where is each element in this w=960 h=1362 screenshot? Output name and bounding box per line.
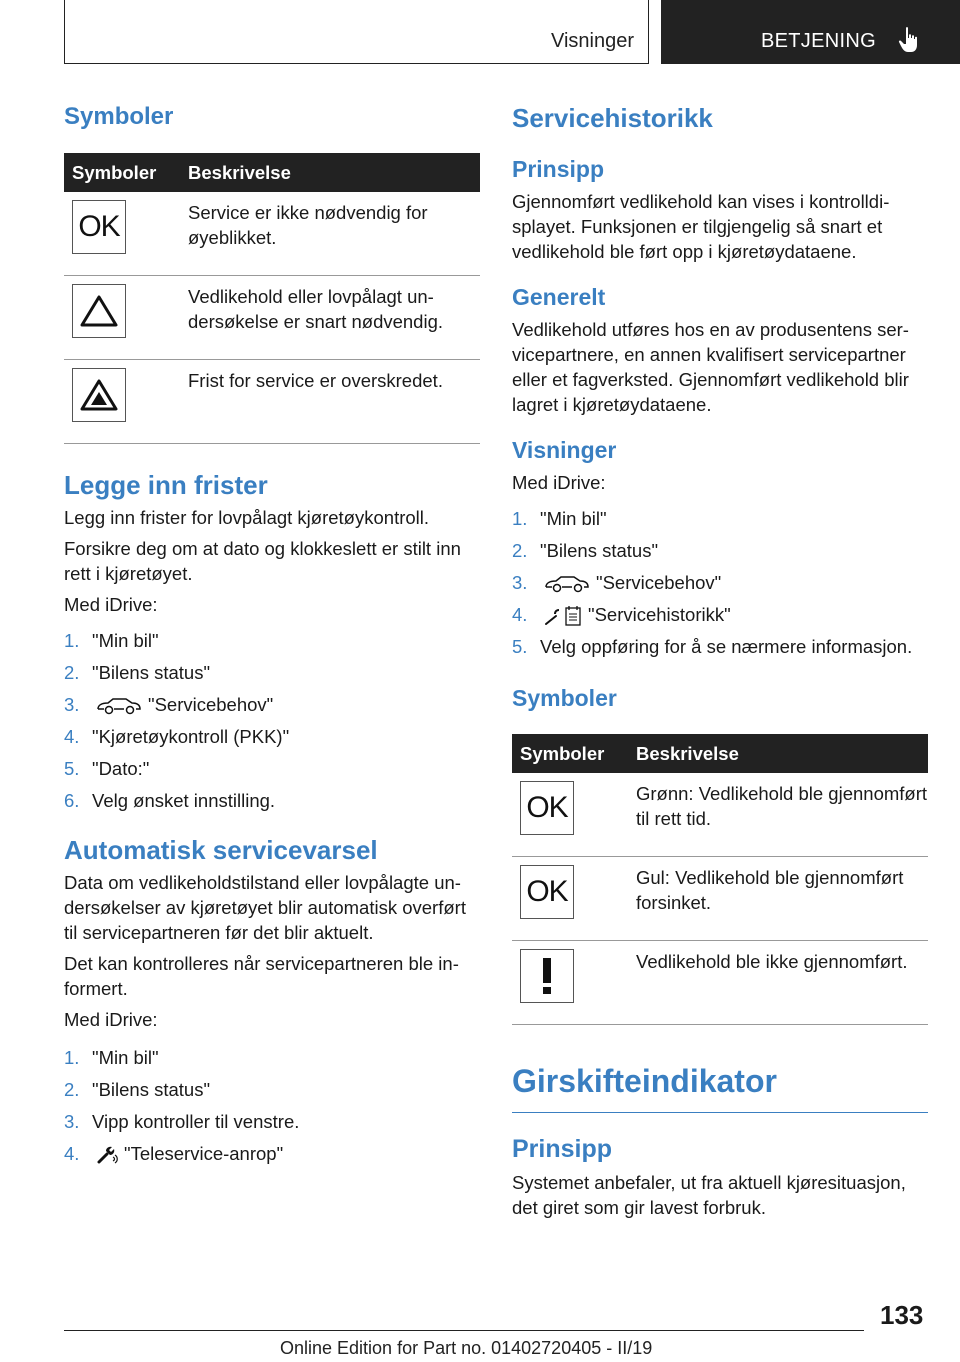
principle-text: Gjennomført vedlikehold kan vises i kontrolldisplayet. Funksjonen er tilgjengelig så snart et vedlikehold ble ført opp i kjøretøydataene. — [512, 191, 890, 262]
table-row — [512, 857, 928, 941]
deadlines-steps — [64, 625, 480, 817]
list-item: 1. "Min bil" — [64, 1047, 159, 1068]
table-cell-description: Vedlikehold ble ikke gjennomført. — [632, 941, 928, 1025]
left-column — [64, 100, 480, 1170]
list-item: 1. "Min bil" — [64, 630, 159, 651]
list-item: 3. Vipp kontroller til venstre. — [64, 1111, 300, 1132]
table-cell-description: Gul: Vedlikehold ble gjennomført forsinket. — [632, 857, 928, 941]
gear-principle-text: Systemet anbefaler, ut fra aktuell kjøresituasjon, det giret som gir lavest forbruk. — [512, 1172, 906, 1218]
history-symbols-heading: Symboler — [512, 685, 617, 711]
list-item: 2. "Bilens status" — [64, 662, 211, 683]
deadlines-idrive: Med iDrive: — [64, 594, 158, 615]
deadlines-intro: Legg inn frister for lovpålagt kjøretøykontroll. — [64, 507, 430, 528]
footer-edition: Online Edition for Part no. 01402720405 - II/19 — [280, 1338, 653, 1358]
general-heading: Generelt — [512, 284, 606, 310]
table-header-symbols: Symboler — [64, 153, 184, 192]
header-section-title: Visninger — [550, 30, 634, 52]
warning-triangle-outline-icon — [72, 284, 126, 338]
header-chapter-box — [661, 0, 960, 64]
section-rule — [512, 1112, 928, 1113]
list-item: 4. "Servicehistorikk" — [512, 599, 928, 631]
table-cell-description: Service er ikke nødvendig for øyeblikket. — [184, 192, 480, 276]
list-item: 5. "Dato:" — [64, 758, 150, 779]
table-header-symbols: Symboler — [512, 734, 632, 773]
deadlines-heading: Legge inn frister — [64, 470, 268, 500]
list-item: 4. "Kjøretøykontroll (PKK)" — [64, 726, 290, 747]
table-row — [512, 773, 928, 857]
auto-service-heading: Automatisk servicevarsel — [64, 835, 378, 865]
ok-icon: OK — [520, 781, 574, 835]
ok-icon: OK — [520, 865, 574, 919]
list-item: 5. Velg oppføring for å se nærmere informasjon. — [512, 636, 913, 657]
table-header-description: Beskrivelse — [632, 734, 928, 773]
deadlines-note: Forsikre deg om at dato og klokkeslett er stilt inn rett i kjøretøyet. — [64, 538, 461, 584]
wrench-calendar-icon — [544, 605, 582, 627]
list-item: 2. "Bilens status" — [64, 1079, 211, 1100]
right-column — [512, 100, 928, 1220]
list-item: 3. "Servicebehov" — [64, 694, 274, 715]
ok-icon: OK — [72, 200, 126, 254]
displays-intro: Med iDrive: — [512, 472, 606, 493]
table-row — [64, 276, 480, 360]
table-cell-description: Frist for service er overskredet. — [184, 360, 480, 444]
auto-service-idrive: Med iDrive: — [64, 1009, 158, 1030]
list-item: 6. Velg ønsket innstilling. — [64, 790, 276, 811]
symbols-table — [64, 153, 480, 444]
page-number: 133 — [880, 1300, 924, 1330]
table-header-description: Beskrivelse — [184, 153, 480, 192]
displays-heading: Visninger — [512, 437, 617, 463]
table-cell-description: Grønn: Vedlikehold ble gjennomført til rett tid. — [632, 773, 928, 857]
table-row — [64, 360, 480, 444]
auto-service-steps — [64, 1042, 480, 1170]
hand-pointer-icon — [897, 26, 923, 54]
header-section-box — [64, 0, 649, 64]
general-text: Vedlikehold utføres hos en av produsentens servicepartnere, en annen kvalifisert servicepartner eller et fagverksted. Gjennomført vedlikehold blir lagret i kjøretøydataene. — [512, 319, 909, 415]
list-item: 3. "Servicebehov" — [512, 572, 722, 593]
header-chapter-title: BETJENING — [761, 30, 876, 52]
table-row — [512, 941, 928, 1025]
principle-heading: Prinsipp — [512, 156, 605, 182]
history-symbols-table — [512, 734, 928, 1025]
car-icon — [96, 697, 142, 715]
list-item: 1. "Min bil" — [512, 508, 607, 529]
table-row — [64, 192, 480, 276]
auto-service-check: Det kan kontrolleres når servicepartneren ble informert. — [64, 953, 459, 999]
displays-steps — [512, 503, 928, 663]
exclamation-icon — [520, 949, 574, 1003]
car-icon — [544, 575, 590, 593]
wrench-icon — [96, 1145, 118, 1165]
warning-triangle-filled-icon — [72, 368, 126, 422]
list-item: 4. "Teleservice-anrop" — [64, 1143, 284, 1164]
symbols-heading: Symboler — [64, 103, 174, 130]
list-item: 2. "Bilens status" — [512, 540, 659, 561]
table-cell-description: Vedlikehold eller lovpålagt undersøkelse er snart nødvendig. — [184, 276, 480, 360]
service-history-heading: Servicehistorikk — [512, 103, 713, 133]
auto-service-text: Data om vedlikeholdstilstand eller lovpålagte undersøkelser av kjøretøyet blir automatisk overført til servicepartneren før det blir aktuelt. — [64, 872, 466, 943]
gear-principle-heading: Prinsipp — [512, 1135, 613, 1163]
gear-indicator-heading: Girskifteindikator — [512, 1063, 777, 1099]
footer-rule — [64, 1330, 864, 1331]
